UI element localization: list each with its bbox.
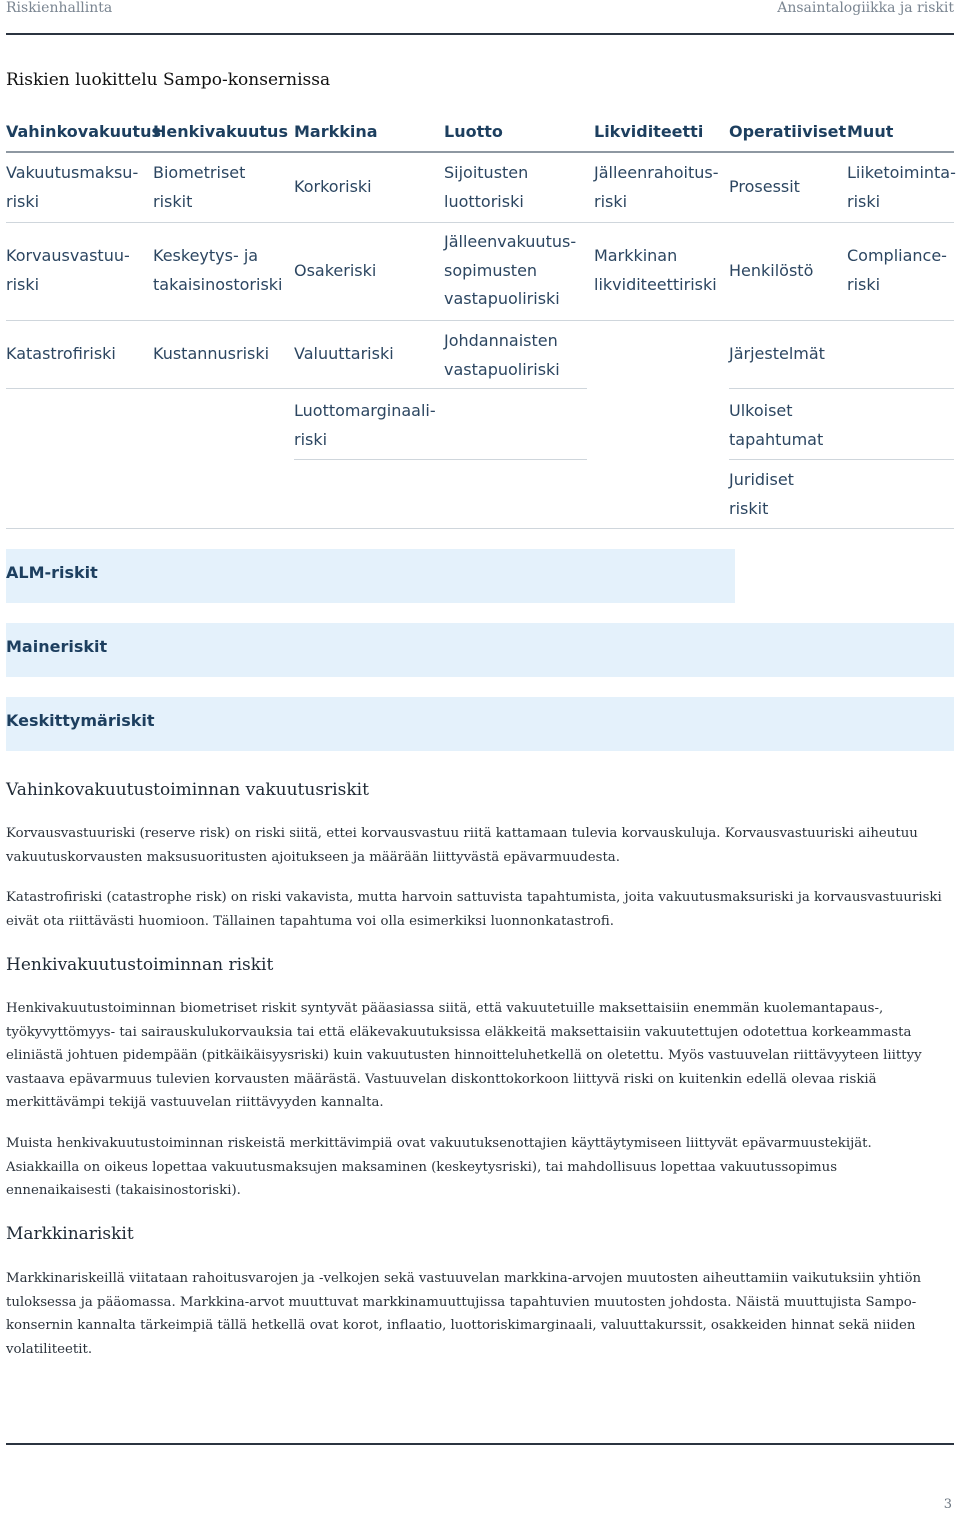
col-header-luotto: Luotto (444, 122, 503, 141)
band-label: Keskittymäriskit (6, 711, 155, 730)
band-label: ALM-riskit (6, 563, 98, 582)
table-cell: Kustannusriski (153, 344, 270, 363)
paragraph: Katastrofiriski (catastrophe risk) on riski vakavista, mutta harvoin sattuvista tapahtumista, joita vakuutusmaksuriski ja korvausvastuuriski eivät ota riittävästi huomioon. Tällainen tapahtuma voi olla esimerkiksi luonnonkatastrofi. (6, 890, 942, 929)
table-cell: Katastrofiriski (6, 344, 116, 363)
table-cell: Luottomarginaali- riski (294, 401, 436, 449)
table-cell: Jälleenrahoitus- riski (594, 163, 719, 211)
table-cell: Liiketoiminta- riski (847, 163, 956, 211)
table-cell: Osakeriski (294, 261, 377, 280)
band-keskittyma (6, 697, 954, 751)
paragraph: Muista henkivakuutustoiminnan riskeistä merkittävimpiä ovat vakuutuksenottajien käyttäytymiseen liittyvät epävarmuustekijät. Asiakkailla on oikeus lopettaa vakuutusmaksujen maksaminen (keskeytysriski), tai mahdollisuus lopettaa vakuutussopimus ennenaikaisesti (takaisinostoriski). (6, 1136, 872, 1198)
table-header-divider (6, 151, 954, 153)
table-cell: Henkilöstö (729, 261, 814, 280)
table-cell: Ulkoiset tapahtumat (729, 401, 824, 449)
section-heading: Markkinariskit (6, 1224, 134, 1244)
paragraph: Markkinariskeillä viitataan rahoitusvarojen ja -velkojen sekä vastuuvelan markkina-arvojen muutosten aiheuttamiin vaikutuksiin yhtiön tuloksessa ja pääomassa. Markkina-arvot muuttuvat markkinamuuttujissa tapahtuvien muutosten johdosta. Näistä muuttujista Sampo- konsernin kannalta tärkeimpiä tällä hetkellä ovat korot, inflaatio, luottoriskimarginaali, valuuttakurssit, osakkeiden hinnat sekä niiden volatiliteetit. (6, 1271, 922, 1357)
table-cell: Biometriset riskit (153, 163, 246, 211)
header-divider (6, 33, 954, 35)
table-row-divider (6, 320, 954, 321)
col-header-likviditeetti: Likviditeetti (594, 122, 704, 141)
paragraph: Korvausvastuuriski (reserve risk) on riski siitä, ettei korvausvastuu riitä kattamaan tulevia korvauskuluja. Korvausvastuuriski aiheutuu vakuutuskorvausten maksusuoritusten ajoitukseen ja määrään liittyvästä epävarmuudesta. (6, 826, 918, 865)
footer-divider (6, 1443, 954, 1445)
table-row-divider (294, 459, 587, 460)
table-cell: Korvausvastuu- riski (6, 246, 130, 294)
header-chapter-title: Ansaintalogiikka ja riskit (777, 0, 954, 16)
table-cell: Jälleenvakuutus- sopimusten vastapuoliriski (444, 232, 577, 308)
table-cell: Järjestelmät (729, 344, 825, 363)
section-heading: Vahinkovakuutustoiminnan vakuutusriskit (6, 780, 369, 800)
table-bottom-divider (6, 528, 954, 529)
col-header-muut: Muut (847, 122, 894, 141)
table-cell: Korkoriski (294, 177, 372, 196)
col-header-vahinkovakuutus: Vahinkovakuutus (6, 122, 161, 141)
table-row-divider (729, 459, 954, 460)
band-label: Maineriskit (6, 637, 108, 656)
table-cell: Johdannaisten vastapuoliriski (444, 331, 560, 379)
table-cell: Vakuutusmaksu- riski (6, 163, 139, 211)
col-header-operatiiviset: Operatiiviset (729, 122, 847, 141)
table-cell: Compliance- riski (847, 246, 947, 294)
table-cell: Prosessit (729, 177, 800, 196)
table-row-divider (729, 388, 954, 389)
table-row-divider (6, 388, 587, 389)
paragraph: Henkivakuutustoiminnan biometriset riskit syntyvät pääasiassa siitä, että vakuutetuille maksettaisiin enemmän kuolemantapaus-, työkyvyttömyys- tai sairauskulukorvauksia tai että eläkevakuutuksissa eläkkeitä maksettaisiin vakuutettujen odotettua korkeammasta eliniästä johtuen pidempään (pitkäikäisyysriski) kuin vakuutusten hinnoitteluhetkellä on oletettu. Myös vastuuvelan riittävyyteen liittyy vastaava epävarmuus tulevien korvausten määrästä. Vastuuvelan diskonttokorkoon liittyvä riski on kuitenkin edellä olevaa riskiä merkittävämpi tekijä vastuuvelan riittävyyden kannalta. (6, 1001, 922, 1110)
band-alm (6, 549, 735, 603)
section-heading: Henkivakuutustoiminnan riskit (6, 955, 274, 975)
col-header-henkivakuutus: Henkivakuutus (153, 122, 288, 141)
col-header-markkina: Markkina (294, 122, 378, 141)
band-maine (6, 623, 954, 677)
table-cell: Keskeytys- ja takaisinostoriski (153, 246, 283, 294)
table-cell: Markkinan likviditeettiriski (594, 246, 717, 294)
table-row-divider (6, 222, 954, 223)
page-number: 3 (943, 1497, 952, 1512)
table-cell: Valuuttariski (294, 344, 394, 363)
header-section-title: Riskienhallinta (6, 0, 113, 16)
page-title: Riskien luokittelu Sampo-konsernissa (6, 70, 331, 90)
table-cell: Juridiset riskit (729, 470, 794, 518)
table-cell: Sijoitusten luottoriski (444, 163, 529, 211)
